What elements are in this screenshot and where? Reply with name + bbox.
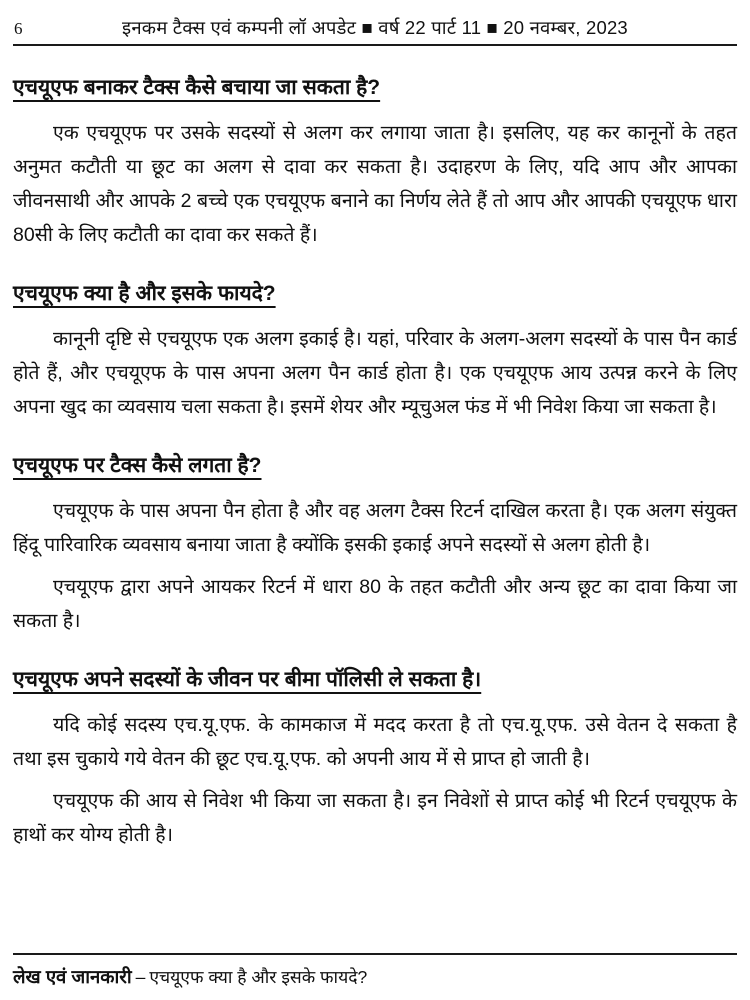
- page-header: [13, 0, 737, 46]
- article-body: [13, 73, 737, 852]
- footer-text: एचयूएफ क्या है और इसके फायदे?: [149, 967, 368, 987]
- footer-label: लेख एवं जानकारी: [13, 966, 132, 987]
- paragraph: एचयूएफ के पास अपना पैन होता है और वह अलग टैक्स रिटर्न दाखिल करता है। एक अलग संयुक्त हिंदू पारिवारिक व्यवसाय बनाया जाता है क्योंकि इसकी इकाई अपने सदस्यों से अलग होती है।: [13, 500, 737, 556]
- paragraph: एक एचयूएफ पर उसके सदस्यों से अलग कर लगाया जाता है। इसलिए, यह कर कानूनों के तहत अनुमत कटौती या छूट का अलग से दावा कर सकता है। उदाहरण के लिए, यदि आप और आपका जीवनसाथी और आपके 2 बच्चे एक एचयूएफ बनाने का निर्णय लेते हैं तो आप और आपकी एचयूएफ धारा 80सी के लिए कटौती का दावा कर सकते हैं।: [13, 122, 737, 246]
- header-title: इनकम टैक्स एवं कम्पनी लॉ अपडेट ■ वर्ष 22 पार्ट 11 ■ 20 नवम्बर, 2023: [122, 17, 628, 38]
- section-heading: एचयूएफ क्या है और इसके फायदे?: [13, 282, 276, 305]
- section-tax-saving: [13, 73, 737, 252]
- section-heading: एचयूएफ अपने सदस्यों के जीवन पर बीमा पॉलिसी ले सकता है।: [13, 668, 482, 691]
- page-footer: [13, 953, 737, 989]
- section-how-huf-taxed: [13, 451, 737, 638]
- section-heading: एचयूएफ पर टैक्स कैसे लगता है?: [13, 454, 262, 477]
- section-heading: एचयूएफ बनाकर टैक्स कैसे बचाया जा सकता है?: [13, 76, 381, 99]
- paragraph: एचयूएफ की आय से निवेश भी किया जा सकता है। इन निवेशों से प्राप्त कोई भी रिटर्न एचयूएफ के हाथों कर योग्य होती है।: [13, 790, 737, 846]
- paragraph: कानूनी दृष्टि से एचयूएफ एक अलग इकाई है। यहां, परिवार के अलग-अलग सदस्यों के पास पैन कार्ड होते हैं, और एचयूएफ के पास अपना अलग पैन कार्ड होता है। एक एचयूएफ आय उत्पन्न करने के लिए अपना खुद का व्यवसाय चला सकता है। इसमें शेयर और म्यूचुअल फंड में भी निवेश किया जा सकता है।: [13, 328, 737, 418]
- section-insurance-policy: [13, 665, 737, 852]
- page-number: 6: [14, 19, 23, 38]
- section-what-is-huf: [13, 279, 737, 424]
- footer-separator: –: [135, 967, 146, 987]
- paragraph: यदि कोई सदस्य एच.यू.एफ. के कामकाज में मदद करता है तो एच.यू.एफ. उसे वेतन दे सकता है तथा इस चुकाये गये वेतन की छूट एच.यू.एफ. को अपनी आय में से प्राप्त हो जाती है।: [13, 714, 737, 770]
- paragraph: एचयूएफ द्वारा अपने आयकर रिटर्न में धारा 80 के तहत कटौती और अन्य छूट का दावा किया जा सकता है।: [13, 576, 737, 632]
